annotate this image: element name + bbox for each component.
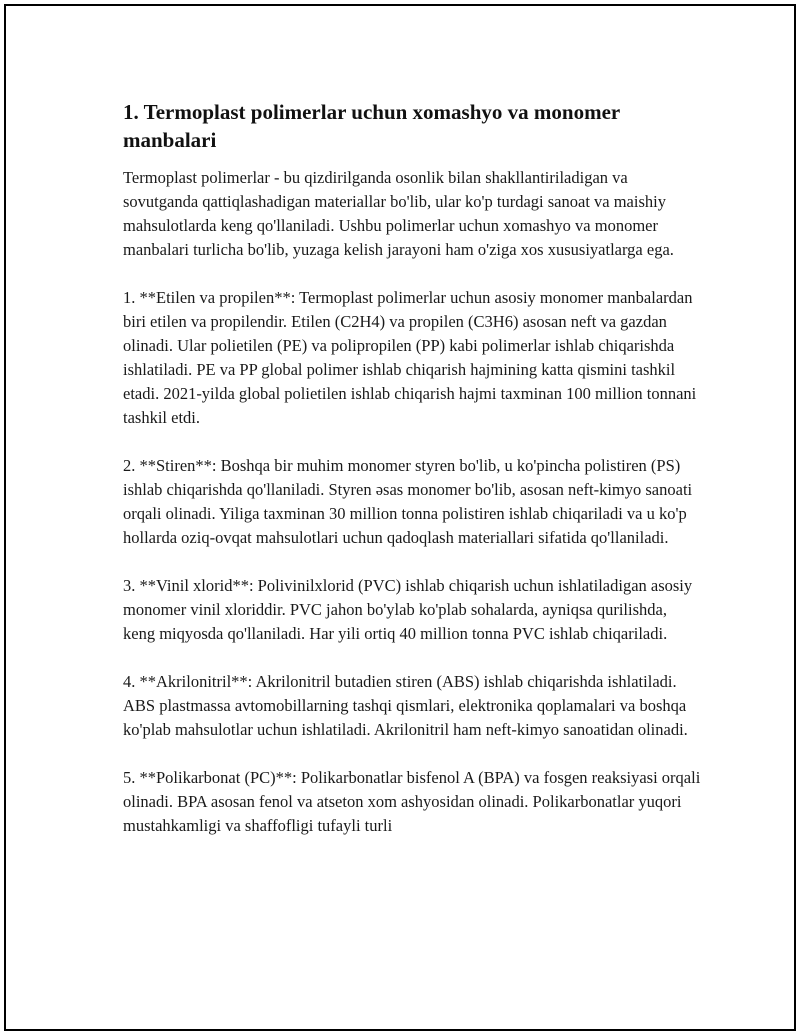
- paragraph-vinil-xlorid: 3. **Vinil xlorid**: Polivinilxlorid (PVC) ishlab chiqarish uchun ishlatiladigan asosiy monomer vinil xloriddir. PVC jahon bo'ylab ko'plab sohalarda, ayniqsa qurilishda, keng miqyosda qo'llaniladi. Har yili ortiq 40 million tonna PVC ishlab chiqariladi.: [123, 576, 693, 643]
- page-frame: [4, 4, 796, 1031]
- paragraph-etilen-propilen: 1. **Etilen va propilen**: Termoplast polimerlar uchun asosiy monomer manbalardan biri etilen va propilendir. Etilen (C2H4) va propilen (C3H6) asosan neft va gazdan olinadi. Ular polietilen (PE) va polipropilen (PP) kabi polimerlar ishlab chiqarishda ishlatiladi. PE va PP global polimer ishlab chiqarish hajmining katta qismini tashkil etadi. 2021-yilda global polietilen ishlab chiqarish hajmi taxminan 100 million tonnani tashkil etdi.: [123, 288, 697, 427]
- paragraph-stiren: 2. **Stiren**: Boshqa bir muhim monomer styren bo'lib, u ko'pincha polistiren (PS) ishlab chiqarishda qo'llaniladi. Styren əsas monomer bo'lib, asosan neft-kimyo sanoati orqali olinadi. Yiliga taxminan 30 million tonna polistiren ishlab chiqariladi va u ko'p hollarda oziq-ovqat mahsulotlari uchun qadoqlash materiallari sifatida qo'llaniladi.: [123, 456, 693, 547]
- document-body: [123, 98, 703, 862]
- intro-paragraph: Termoplast polimerlar - bu qizdirilganda osonlik bilan shakllantiriladigan va sovutganda qattiqlashadigan materiallar bo'lib, ular ko'p turdagi sanoat va maishiy mahsulotlarda keng qo'llaniladi. Ushbu polimerlar uchun xomashyo va monomer manbalari turlicha bo'lib, yuzaga kelish jarayoni ham o'ziga xos xususiyatlarga ega.: [123, 168, 674, 259]
- section-title: 1. Termoplast polimerlar uchun xomashyo va monomer manbalari: [123, 100, 620, 152]
- paragraph-polikarbonat: 5. **Polikarbonat (PC)**: Polikarbonatlar bisfenol A (BPA) va fosgen reaksiyasi orqali olinadi. BPA asosan fenol va atseton xom ashyosidan olinadi. Polikarbonatlar yuqori mustahkamligi va shaffofligi tufayli turli: [123, 768, 701, 835]
- paragraph-akrilonitril: 4. **Akrilonitril**: Akrilonitril butadien stiren (ABS) ishlab chiqarishda ishlatiladi. ABS plastmassa avtomobillarning tashqi qismlari, elektronika qoplamalari va boshqa ko'plab mahsulotlar uchun ishlatiladi. Akrilonitril ham neft-kimyo sanoatidan olinadi.: [123, 672, 688, 739]
